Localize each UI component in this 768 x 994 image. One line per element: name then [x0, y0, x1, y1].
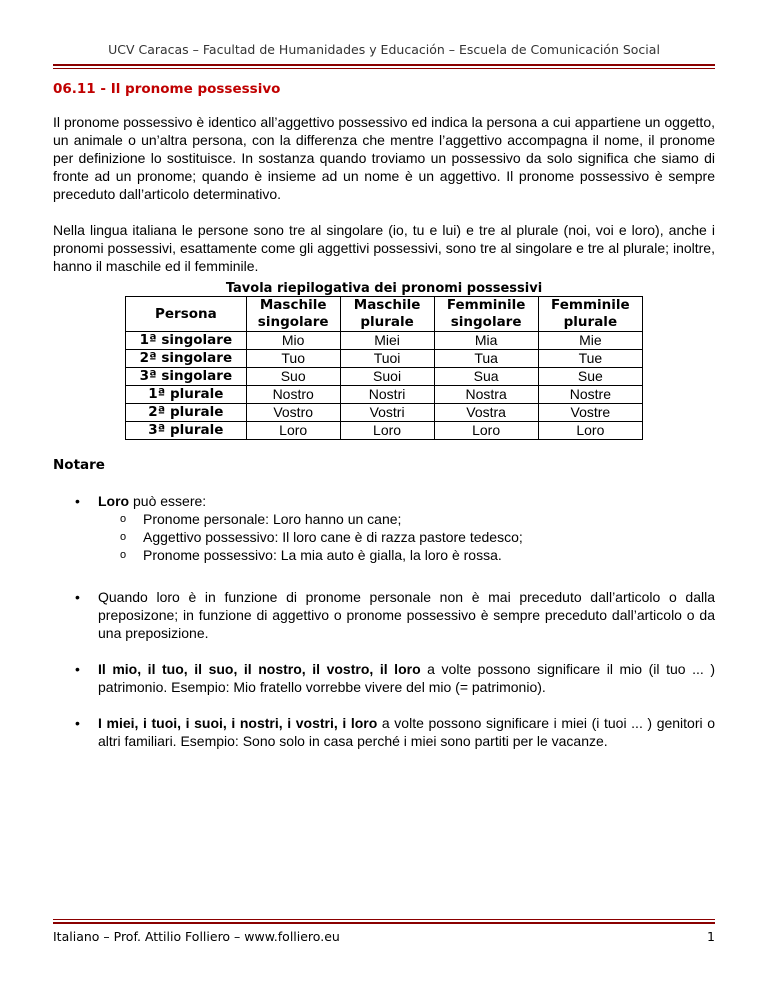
page-footer — [53, 929, 715, 944]
paragraph-persons: Nella lingua italiana le persone sono tre al singolare (io, tu e lui) e tre al plurale (noi, voi e loro), anche i pronomi possessivi, esattamente come gli aggettivi possessivi, sono tre al singolare e tre al plurale; inoltre, hanno il maschile ed il femminile. — [53, 222, 715, 274]
table-cell: Nostri — [340, 386, 434, 404]
table-cell: Tue — [538, 350, 642, 368]
table-cell: Tuo — [246, 350, 340, 368]
row-header: 1ª singolare — [126, 332, 247, 350]
column-header: Persona — [126, 297, 247, 332]
table-cell: Vostri — [340, 404, 434, 422]
sub-item-text: Pronome possessivo: La mia auto è gialla, la loro è rossa. — [143, 547, 502, 563]
table-cell: Tuoi — [340, 350, 434, 368]
table-cell: Vostra — [434, 404, 538, 422]
table-cell: Loro — [434, 422, 538, 440]
table-row — [126, 404, 643, 422]
bullet-icon: • — [75, 493, 80, 509]
sub-list-item — [98, 510, 715, 528]
sub-list — [98, 510, 715, 564]
list-item — [53, 714, 715, 750]
possessive-pronouns-table — [125, 296, 643, 440]
table-cell: Sua — [434, 368, 538, 386]
table-cell: Nostre — [538, 386, 642, 404]
paragraph-intro: Il pronome possessivo è identico all’aggettivo possessivo ed indica la persona a cui appartiene un oggetto, un animale o un’altra persona, con la differenza che mentre l’aggettivo accompagna il nome, il pronome per definizione lo sostituisce. In sostanza quando troviamo un possessivo da solo significa che siamo di fronte ad un pronome; quando è insieme ad un nome è un aggettivo. Il pronome possessivo è sempre preceduto dall’articolo determinativo. — [53, 114, 715, 202]
row-header: 1ª plurale — [126, 386, 247, 404]
column-header: Femminile plurale — [538, 297, 642, 332]
table-cell: Vostro — [246, 404, 340, 422]
footer-rule — [53, 919, 715, 924]
bullet-icon: • — [75, 661, 80, 677]
sub-list-item — [98, 528, 715, 546]
table-cell: Nostra — [434, 386, 538, 404]
sub-item-text: Pronome personale: Loro hanno un cane; — [143, 511, 402, 527]
row-header: 3ª plurale — [126, 422, 247, 440]
table-header-row — [126, 297, 643, 332]
table-cell: Suoi — [340, 368, 434, 386]
table-caption: Tavola riepilogativa dei pronomi possessivi — [225, 281, 543, 296]
bullet-icon: • — [75, 589, 80, 605]
note-text: a volte possono significare i miei (i tuoi ... ) genitori o altri familiari. Esempio: Sono solo in casa perché i miei sono partiti per le vacanze. — [98, 715, 715, 749]
list-item — [53, 588, 715, 642]
column-header: Femminile singolare — [434, 297, 538, 332]
row-header: 2ª plurale — [126, 404, 247, 422]
sub-list-item — [98, 546, 715, 564]
table-cell: Nostro — [246, 386, 340, 404]
bullet-icon: • — [75, 715, 80, 731]
table-cell: Miei — [340, 332, 434, 350]
page-header: UCV Caracas – Facultad de Humanidades y Educación – Escuela de Comunicación Social — [108, 42, 660, 57]
table-cell: Loro — [538, 422, 642, 440]
column-header: Maschile plurale — [340, 297, 434, 332]
table-cell: Tua — [434, 350, 538, 368]
table-cell: Loro — [340, 422, 434, 440]
circle-bullet-icon: o — [120, 549, 127, 561]
column-header: Maschile singolare — [246, 297, 340, 332]
footer-text: Italiano – Prof. Attilio Folliero – www.folliero.eu — [53, 929, 340, 944]
note-text: a volte possono significare il mio (il tuo ... ) patrimonio. Esempio: Mio fratello vorrebbe vivere del mio (= patrimonio). — [98, 661, 716, 695]
note-bold-term: Loro — [98, 493, 130, 509]
row-header: 2ª singolare — [126, 350, 247, 368]
table-cell: Loro — [246, 422, 340, 440]
sub-item-text: Aggettivo possessivo: Il loro cane è di razza pastore tedesco; — [143, 529, 523, 545]
list-item — [53, 660, 715, 696]
header-rule — [53, 64, 715, 69]
section-title: 06.11 - Il pronome possessivo — [53, 81, 281, 97]
note-text: Quando loro è in funzione di pronome personale non è mai preceduto dall’articolo o dalla preposizone; in funzione di aggettivo o pronome possessivo è sempre preceduto dall’articolo o da una preposizione. — [98, 589, 715, 641]
table-row — [126, 350, 643, 368]
page-content — [53, 80, 715, 768]
table-cell: Mia — [434, 332, 538, 350]
table-row — [126, 368, 643, 386]
table-row — [126, 422, 643, 440]
table-row — [126, 332, 643, 350]
table-cell: Mio — [246, 332, 340, 350]
table-row — [126, 386, 643, 404]
note-bold-term: I miei, i tuoi, i suoi, i nostri, i vostri, i loro — [98, 715, 378, 731]
table-cell: Vostre — [538, 404, 642, 422]
row-header: 3ª singolare — [126, 368, 247, 386]
notare-heading: Notare — [53, 457, 105, 473]
table-cell: Sue — [538, 368, 642, 386]
note-bold-term: Il mio, il tuo, il suo, il nostro, il vostro, il loro — [98, 661, 421, 677]
table-cell: Suo — [246, 368, 340, 386]
notes-list — [53, 492, 715, 750]
circle-bullet-icon: o — [120, 531, 127, 543]
list-item — [53, 492, 715, 564]
page-number: 1 — [707, 929, 715, 944]
circle-bullet-icon: o — [120, 513, 127, 525]
table-cell: Mie — [538, 332, 642, 350]
note-text: può essere: — [129, 493, 207, 509]
